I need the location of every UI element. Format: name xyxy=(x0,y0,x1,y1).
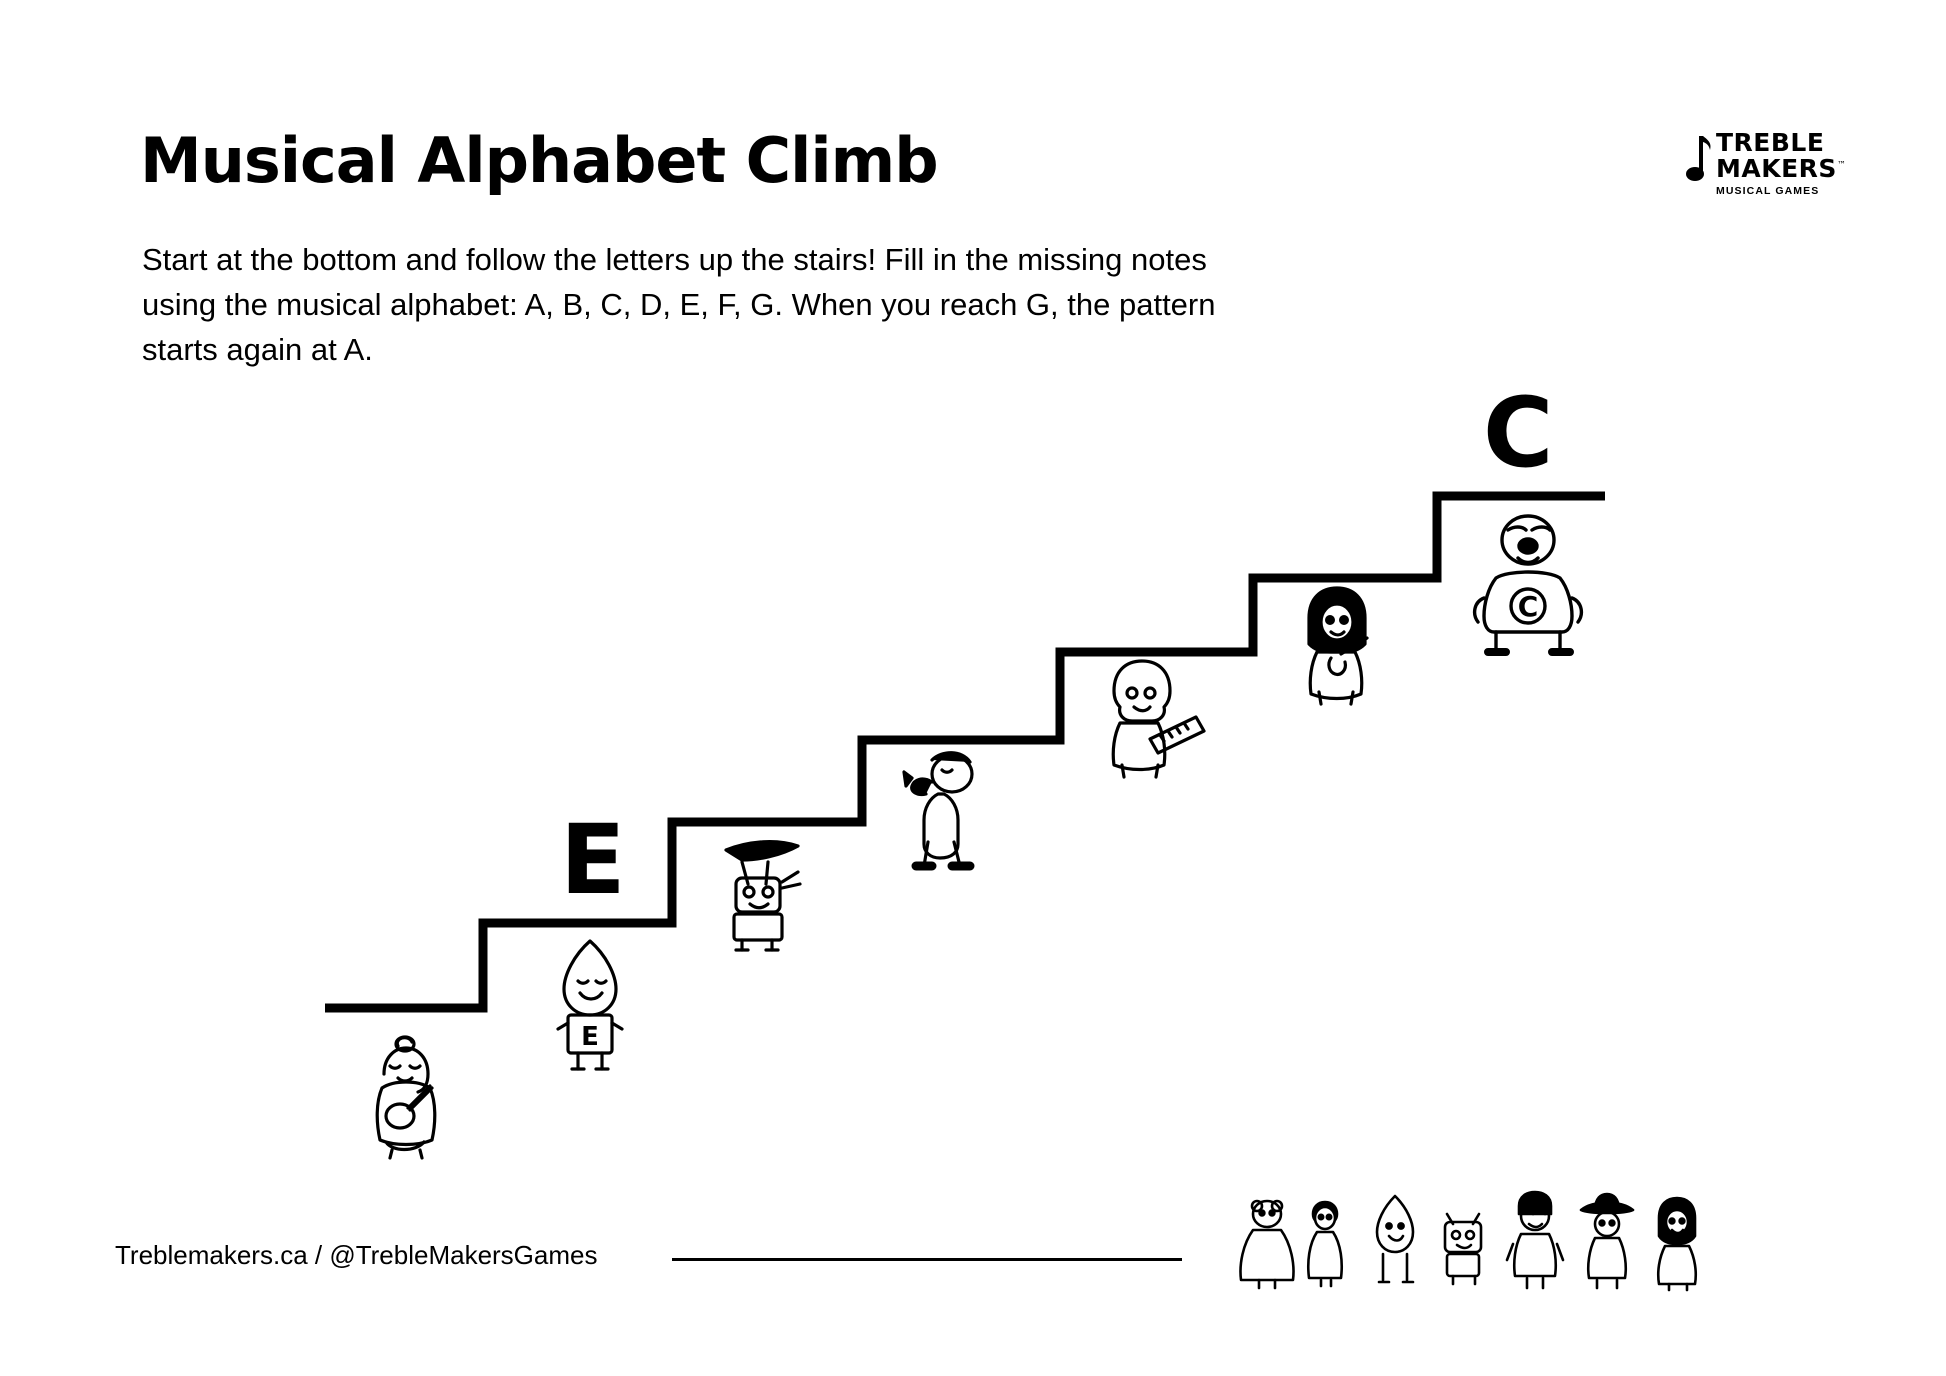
footer-char-leaf xyxy=(1377,1196,1413,1282)
character-guitar-girl xyxy=(352,1030,462,1160)
footer-credit: Treblemakers.ca / @TrebleMakersGames xyxy=(115,1240,598,1270)
character-drummer-robot xyxy=(712,822,837,952)
character-egg-kid xyxy=(538,935,643,1075)
step-letter-e: E xyxy=(560,804,626,916)
eighth-note-icon xyxy=(1686,134,1712,184)
instructions-text: Start at the bottom and follow the letters up the stairs! Fill in the missing notes using the musical alphabet: A, B, C, D, E, F, G. When you reach G, the pattern starts again at A. xyxy=(142,242,1216,367)
footer-char-bob-hair xyxy=(1658,1198,1696,1290)
svg-text:E: E xyxy=(581,1022,599,1052)
footer-char-bear xyxy=(1241,1201,1294,1288)
logo-line2: MAKERS xyxy=(1716,153,1837,183)
logo-line1: TREBLE xyxy=(1716,128,1825,157)
footer-char-singer xyxy=(1507,1192,1563,1288)
footer-char-hat-girl xyxy=(1581,1194,1633,1288)
character-big-guy-c xyxy=(1462,510,1597,660)
page-title: Musical Alphabet Climb xyxy=(140,124,938,197)
character-trumpet-player xyxy=(898,738,1018,883)
step-letter-c: C xyxy=(1483,377,1554,489)
character-violin-girl xyxy=(1283,582,1398,707)
footer-char-small-girl xyxy=(1308,1202,1341,1286)
footer-character-strip xyxy=(1225,1190,1825,1300)
treble-makers-logo xyxy=(1686,130,1846,208)
footer-char-pig-robot xyxy=(1445,1214,1481,1284)
logo-tagline: MUSICAL GAMES xyxy=(1716,185,1820,197)
svg-text:C: C xyxy=(1517,590,1539,623)
logo-trademark: ™ xyxy=(1836,160,1847,171)
footer-divider xyxy=(672,1258,1182,1261)
character-keyboard-girl xyxy=(1088,655,1223,780)
